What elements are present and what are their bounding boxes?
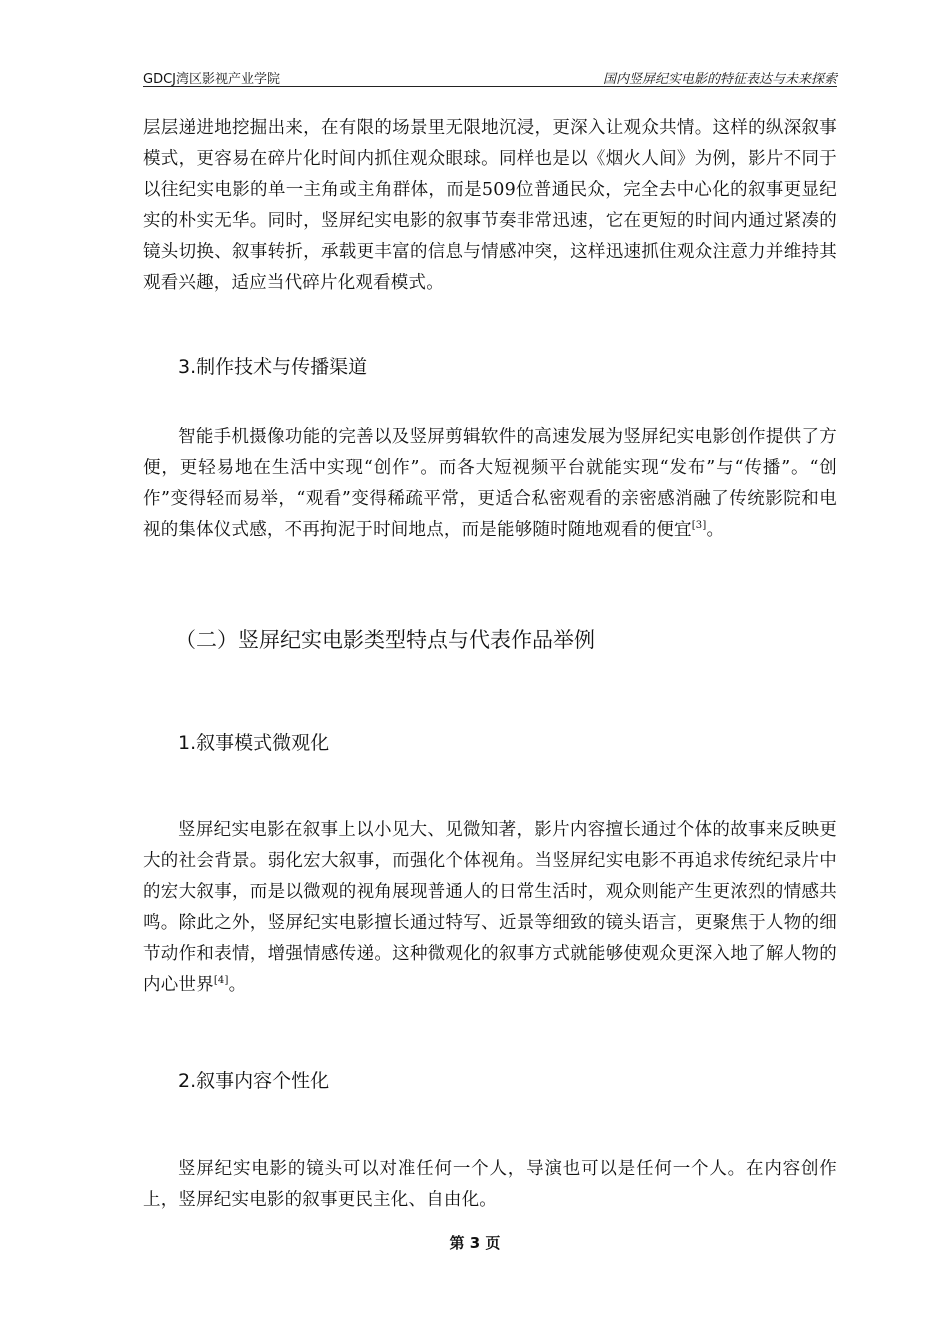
citation-ref: [4]: [213, 975, 229, 987]
section-heading-types: （二）竖屏纪实电影类型特点与代表作品举例: [175, 628, 595, 652]
paragraph-production-tech: [143, 422, 837, 546]
paragraph-text: 竖屏纪实电影在叙事上以小见大、见微知著，影片内容擅长通过个体的故事来反映更大的社会背景。弱化宏大叙事，而强化个体视角。当竖屏纪实电影不再追求传统纪录片中的宏大叙事，而是以微观的视角展现普通人的日常生活时，观众则能产生更浓烈的情感共鸣。除此之外，竖屏纪实电影擅长通过特写、近景等细致的镜头语言，更聚焦于人物的细节动作和表情，增强情感传递。这种微观化的叙事方式就能够使观众更深入地了解人物的内心世界: [143, 820, 837, 995]
page-header: [143, 66, 837, 87]
paragraph-text: 竖屏纪实电影的镜头可以对准任何一个人，导演也可以是任何一个人。在内容创作上，竖屏纪实电影的叙事更民主化、自由化。: [143, 1159, 837, 1210]
paragraph-micro-narrative: [143, 815, 837, 1001]
header-paper-title: 国内竖屏纪实电影的特征表达与未来探索: [602, 72, 837, 87]
paragraph-continued: [143, 113, 837, 299]
citation-ref: [3]: [691, 520, 707, 532]
heading-micro-narrative: 1.叙事模式微观化: [178, 732, 330, 754]
paragraph-text: 层层递进地挖掘出来，在有限的场景里无限地沉浸，更深入让观众共情。这样的纵深叙事模式，更容易在碎片化时间内抓住观众眼球。同样也是以《烟火人间》为例，影片不同于以往纪实电影的单一主角或主角群体，而是509位普通民众，完全去中心化的叙事更显纪实的朴实无华。同时，竖屏纪实电影的叙事节奏非常迅速，它在更短的时间内通过紧凑的镜头切换、叙事转折，承载更丰富的信息与情感冲突，这样迅速抓住观众注意力并维持其观看兴趣，适应当代碎片化观看模式。: [143, 118, 837, 293]
heading-production-tech: 3.制作技术与传播渠道: [178, 356, 368, 378]
heading-personalized-content: 2.叙事内容个性化: [178, 1070, 330, 1092]
paragraph-end: 。: [706, 520, 725, 540]
paragraph-personalized-content: [143, 1154, 837, 1216]
paragraph-text: 智能手机摄像功能的完善以及竖屏剪辑软件的高速发展为竖屏纪实电影创作提供了方便，更轻易地在生活中实现“创作”。而各大短视频平台就能实现“发布”与“传播”。“创作”变得轻而易举，“观看”变得稀疏平常，更适合私密观看的亲密感消融了传统影院和电视的集体仪式感，不再拘泥于时间地点，而是能够随时随地观看的便宜: [143, 427, 837, 540]
page-number: 第 3 页: [449, 1234, 501, 1252]
paragraph-end: 。: [228, 975, 247, 995]
header-institution: GDCJ湾区影视产业学院: [143, 72, 280, 87]
